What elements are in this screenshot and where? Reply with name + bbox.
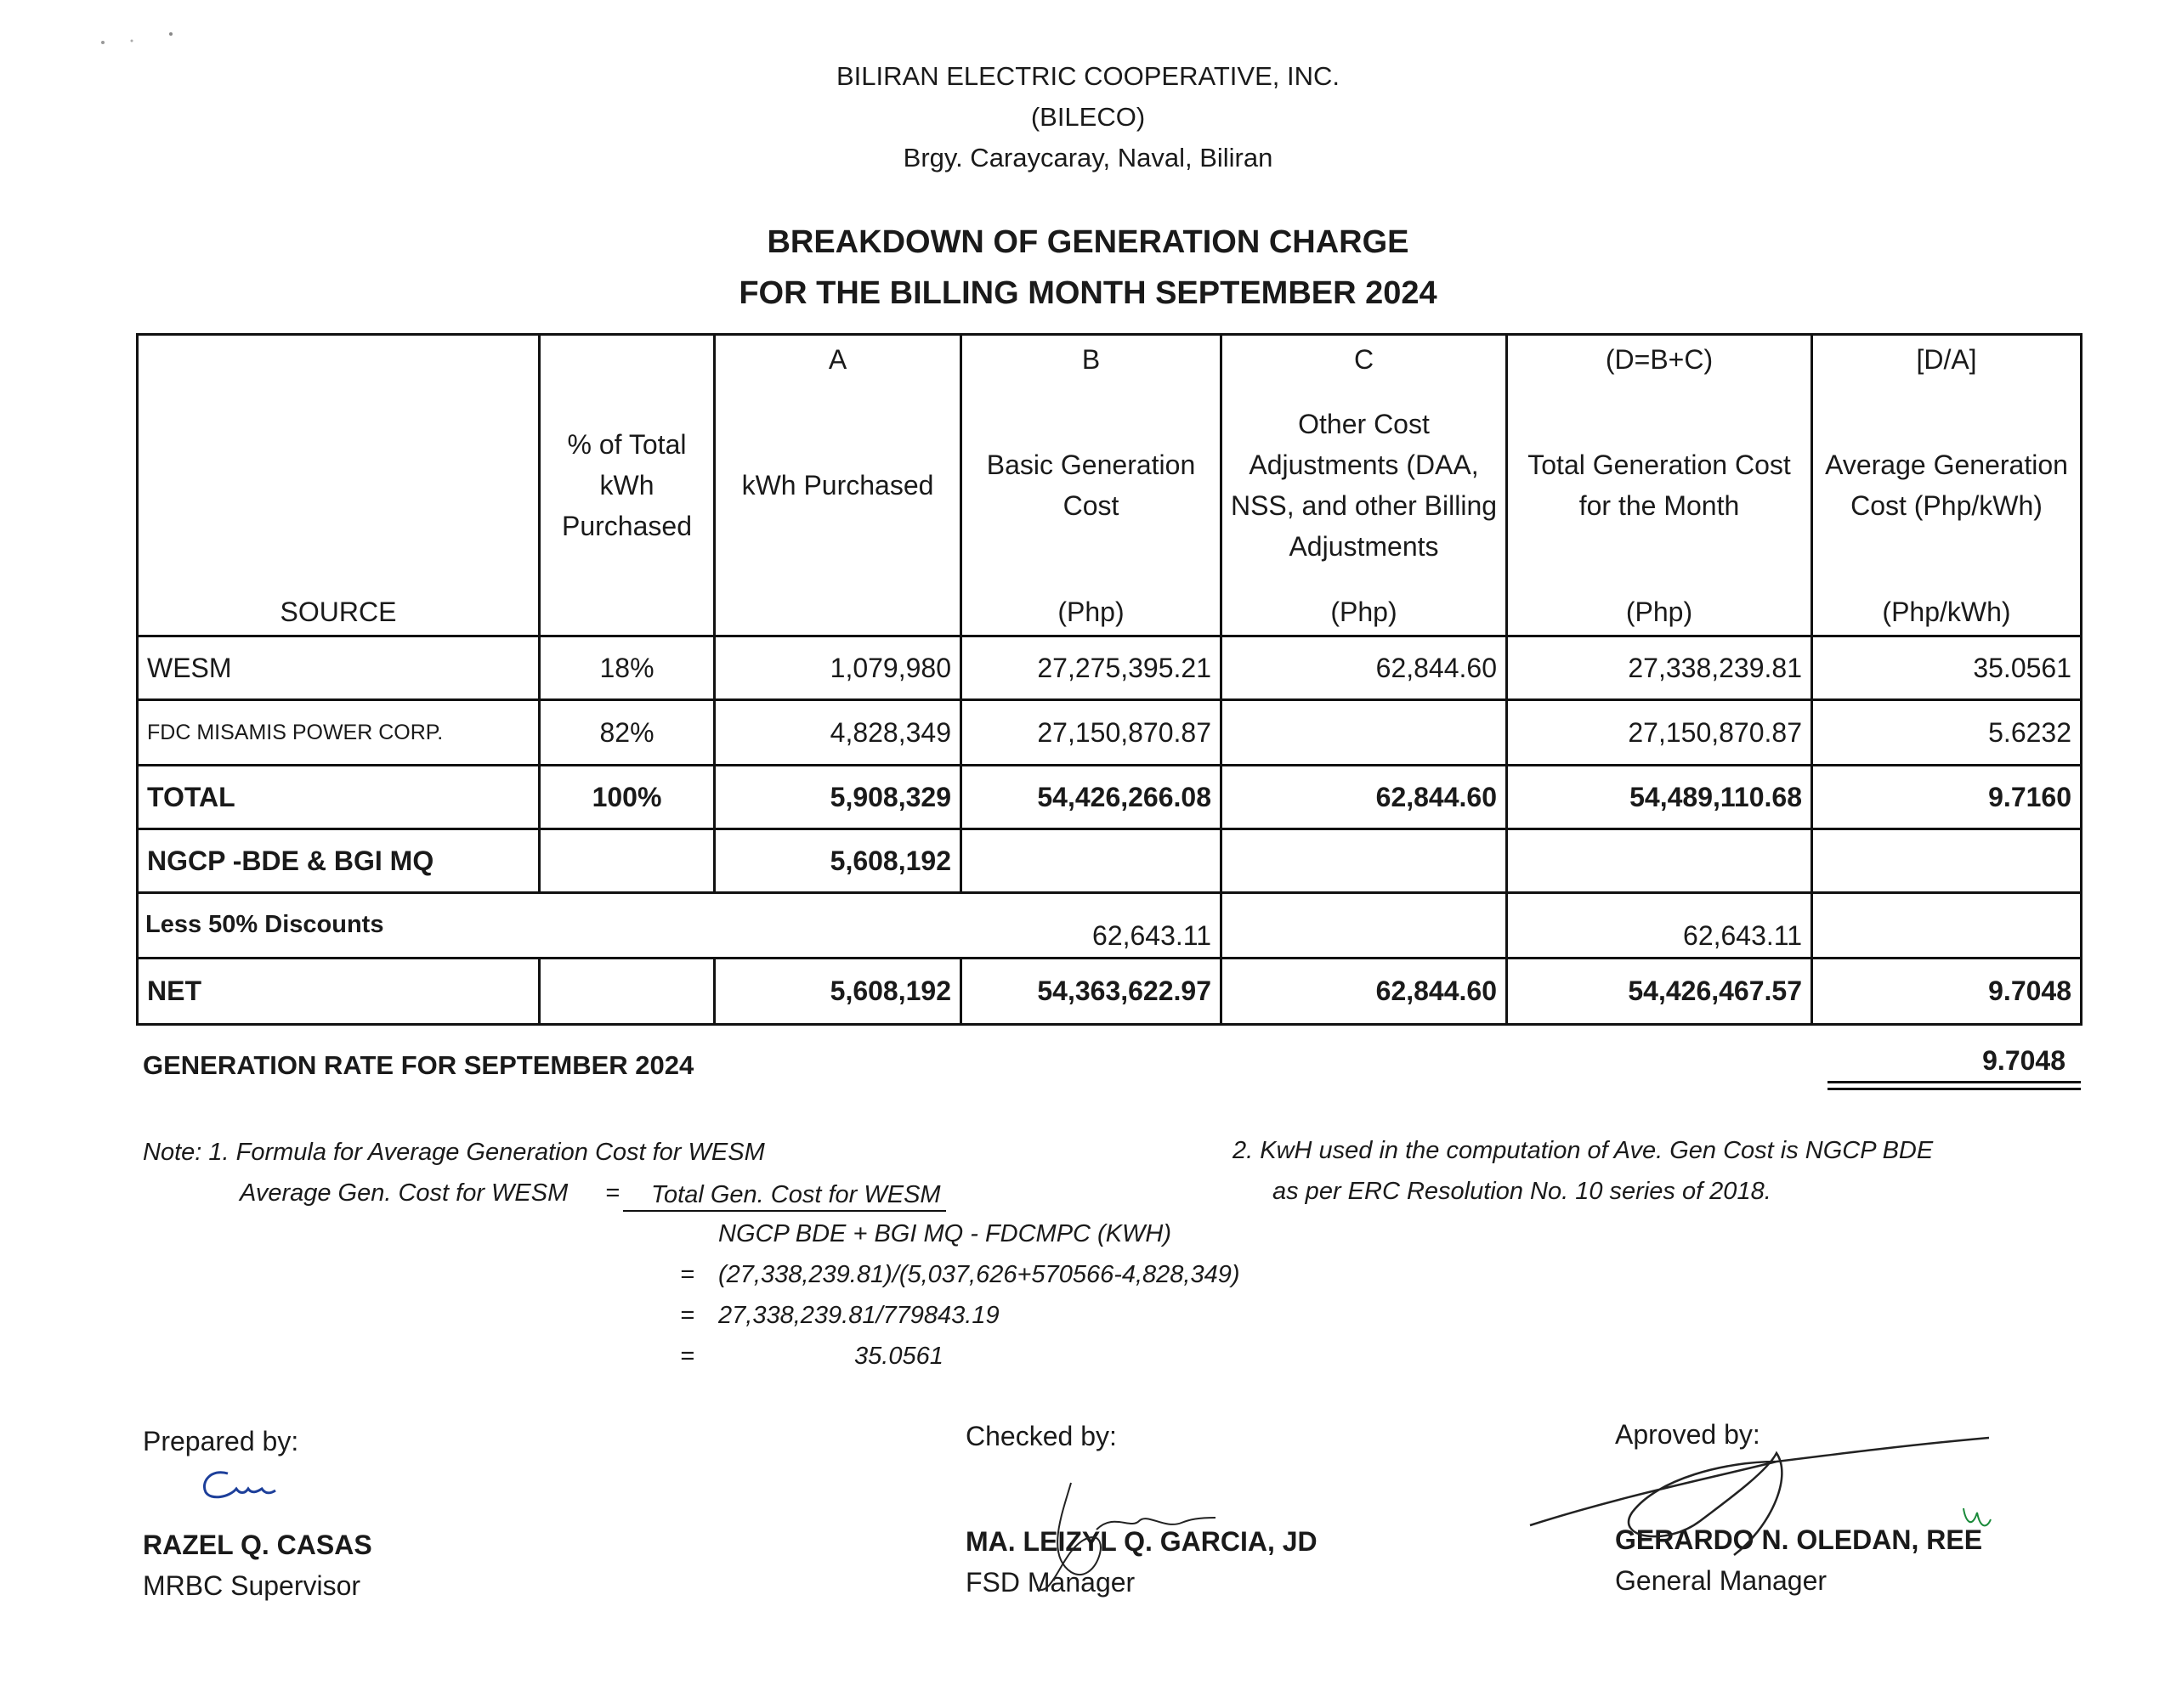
cell-basic-cost: 27,275,395.21 xyxy=(961,636,1221,700)
note-1-lhs: Average Gen. Cost for WESM xyxy=(240,1179,569,1207)
cell-other-cost: 62,844.60 xyxy=(1221,636,1507,700)
discount-basic-value: 62,643.11 xyxy=(1092,920,1211,951)
header-kwh-letter: A xyxy=(828,344,847,375)
document-title: BREAKDOWN OF GENERATION CHARGE xyxy=(767,224,1409,260)
cell-average-cost: 9.7048 xyxy=(1812,959,2082,1025)
note-1-result: 35.0561 xyxy=(854,1343,944,1370)
cell-percent-empty xyxy=(540,959,715,1025)
cell-total-cost: 54,489,110.68 xyxy=(1507,766,1812,829)
header-total-unit: (Php) xyxy=(1625,597,1693,627)
header-average-unit: (Php/kWh) xyxy=(1882,597,2011,627)
generation-rate-value: 9.7048 xyxy=(1982,1045,2066,1076)
generation-charge-table xyxy=(136,333,2082,1026)
header-total-label: Total Generation Cost for the Month xyxy=(1527,450,1791,521)
cell-kwh: 4,828,349 xyxy=(715,700,961,766)
header-basic-unit: (Php) xyxy=(1057,597,1125,627)
header-other-unit: (Php) xyxy=(1330,597,1397,627)
cell-empty xyxy=(1221,829,1507,893)
header-basic-label: Basic Generation Cost xyxy=(986,450,1196,521)
cell-percent: 82% xyxy=(540,700,715,766)
approved-by-name: GERARDO N. OLEDAN, REE xyxy=(1615,1524,1983,1555)
org-name: BILIRAN ELECTRIC COOPERATIVE, INC. xyxy=(836,61,1340,91)
table-row-fdc xyxy=(138,700,2082,766)
header-other-letter: C xyxy=(1353,344,1374,375)
cell-empty xyxy=(961,829,1221,893)
header-kwh-label: kWh Purchased xyxy=(741,470,934,501)
header-other-label: Other Cost Adjustments (DAA, NSS, and other Billing Adjustments xyxy=(1230,409,1498,562)
cell-empty xyxy=(1812,893,2082,959)
cell-kwh: 5,608,192 xyxy=(715,959,961,1025)
cell-average-cost: 5.6232 xyxy=(1812,700,2082,766)
cell-empty xyxy=(1221,893,1507,959)
cell-total-cost: 27,338,239.81 xyxy=(1507,636,1812,700)
note-1-step1: (27,338,239.81)/(5,037,626+570566-4,828,349) xyxy=(718,1261,1240,1288)
approved-by-title: General Manager xyxy=(1615,1565,1828,1596)
cell-empty xyxy=(1812,829,2082,893)
header-other-cost xyxy=(1221,335,1507,636)
cell-total-cost: 27,150,870.87 xyxy=(1507,700,1812,766)
table-row-discount xyxy=(138,893,2082,959)
cell-empty xyxy=(1507,829,1812,893)
document-subtitle: FOR THE BILLING MONTH SEPTEMBER 2024 xyxy=(739,275,1437,311)
cell-kwh: 5,608,192 xyxy=(715,829,961,893)
cell-source: WESM xyxy=(138,636,540,700)
checked-signature xyxy=(960,1479,1250,1610)
table-row-net xyxy=(138,959,2082,1025)
cell-source: NET xyxy=(138,959,540,1025)
double-underline-bottom xyxy=(1828,1088,2081,1090)
cell-basic-cost: 54,426,266.08 xyxy=(961,766,1221,829)
header-average-letter: [D/A] xyxy=(1916,344,1977,375)
cell-basic-cost: 54,363,622.97 xyxy=(961,959,1221,1025)
checked-by-name: MA. LEIZYL Q. GARCIA, JD xyxy=(966,1526,1318,1557)
org-address: Brgy. Caraycaray, Naval, Biliran xyxy=(903,143,1273,172)
cell-percent: 18% xyxy=(540,636,715,700)
note-1-step2-equals: = xyxy=(680,1302,694,1329)
prepared-by-title: MRBC Supervisor xyxy=(143,1570,361,1601)
double-underline-top xyxy=(1828,1081,2081,1083)
note-1-numerator-text: Total Gen. Cost for WESM xyxy=(651,1181,941,1208)
cell-kwh: 5,908,329 xyxy=(715,766,961,829)
cell-source: TOTAL xyxy=(138,766,540,829)
header-source xyxy=(138,335,540,636)
cell-kwh: 1,079,980 xyxy=(715,636,961,700)
note-2-line2: as per ERC Resolution No. 10 series of 2018. xyxy=(1272,1178,1771,1205)
prepared-by-label: Prepared by: xyxy=(143,1426,299,1456)
header-average-cost xyxy=(1812,335,2082,636)
cell-discount-total: 62,643.11 xyxy=(1507,893,1812,959)
header-percent xyxy=(540,335,715,636)
cell-source: FDC MISAMIS POWER CORP. xyxy=(138,700,540,766)
prepared-by-name: RAZEL Q. CASAS xyxy=(143,1530,372,1560)
table-row-total xyxy=(138,766,2082,829)
table-row-ngcp xyxy=(138,829,2082,893)
scan-specks xyxy=(98,24,183,49)
header-kwh xyxy=(715,335,961,636)
cell-other-cost xyxy=(1221,700,1507,766)
table-header-row xyxy=(138,335,2082,636)
cell-average-cost: 35.0561 xyxy=(1812,636,2082,700)
cell-other-cost: 62,844.60 xyxy=(1221,959,1507,1025)
note-1-numerator xyxy=(623,1179,946,1212)
generation-rate-label: GENERATION RATE FOR SEPTEMBER 2024 xyxy=(143,1050,694,1080)
note-1-equals: = xyxy=(605,1179,620,1207)
header-average-label: Average Generation Cost (Php/kWh) xyxy=(1825,450,2068,521)
discount-label: Less 50% Discounts xyxy=(145,911,384,938)
header-total-letter: (D=B+C) xyxy=(1605,344,1714,375)
checked-by-title: FSD Manager xyxy=(966,1567,1136,1598)
checked-by-label: Checked by: xyxy=(966,1421,1117,1451)
header-percent-label: % of Total kWh Purchased xyxy=(562,429,692,541)
cell-percent-empty xyxy=(540,829,715,893)
note-1-step2: 27,338,239.81/779843.19 xyxy=(718,1302,1000,1329)
header-basic-letter: B xyxy=(1081,344,1101,375)
cell-source: NGCP -BDE & BGI MQ xyxy=(138,829,540,893)
header-total-cost xyxy=(1507,335,1812,636)
note-1-step1-equals: = xyxy=(680,1261,694,1288)
cell-average-cost: 9.7160 xyxy=(1812,766,2082,829)
cell-percent: 100% xyxy=(540,766,715,829)
prepared-signature xyxy=(194,1463,287,1510)
note-2-line1: 2. KwH used in the computation of Ave. Gen Cost is NGCP BDE xyxy=(1232,1137,1934,1164)
cell-other-cost: 62,844.60 xyxy=(1221,766,1507,829)
note-1-result-equals: = xyxy=(680,1343,694,1370)
note-1-title: Note: 1. Formula for Average Generation Cost for WESM xyxy=(143,1139,765,1166)
header-source-label: SOURCE xyxy=(280,597,397,627)
cell-basic-cost: 27,150,870.87 xyxy=(961,700,1221,766)
cell-total-cost: 54,426,467.57 xyxy=(1507,959,1812,1025)
cell-discount xyxy=(138,893,1221,959)
approved-by-label: Aproved by: xyxy=(1615,1419,1760,1450)
header-basic-cost xyxy=(961,335,1221,636)
table-row-wesm xyxy=(138,636,2082,700)
approved-signature xyxy=(1522,1428,1998,1585)
org-abbreviation: (BILECO) xyxy=(1030,102,1146,132)
note-1-denominator: NGCP BDE + BGI MQ - FDCMPC (KWH) xyxy=(718,1220,1172,1247)
